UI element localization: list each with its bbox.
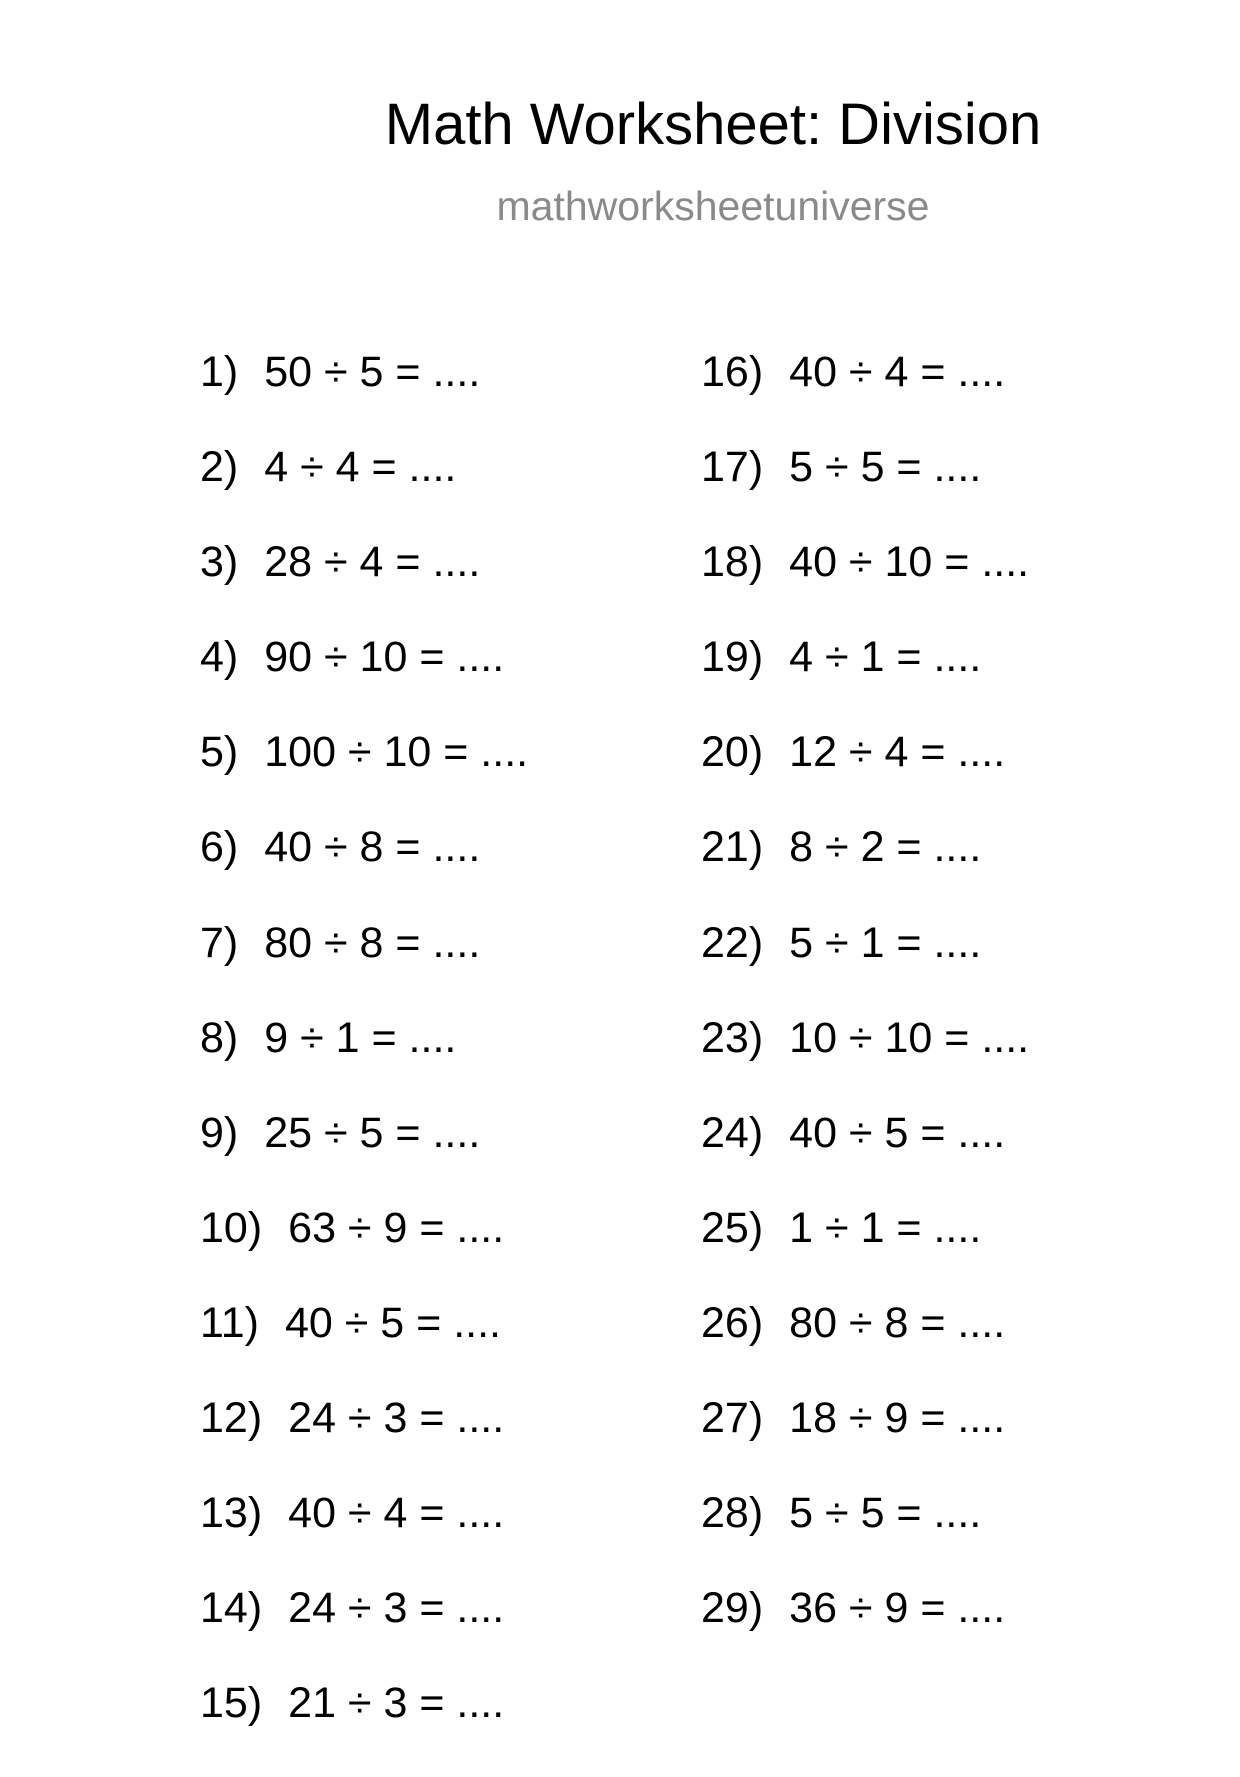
problem-number: 4) — [200, 633, 239, 682]
problem-expression: 9 ÷ 1 = .... — [264, 1013, 457, 1062]
problem-item — [200, 1394, 528, 1492]
problem-expression: 40 ÷ 4 = .... — [789, 348, 1006, 396]
problem-number: 2) — [200, 443, 239, 492]
problem-number: 1) — [200, 348, 239, 396]
problem-number: 12) — [200, 1394, 263, 1443]
problem-item — [200, 443, 528, 541]
problem-expression: 24 ÷ 3 = .... — [288, 1394, 505, 1443]
problem-expression: 80 ÷ 8 = .... — [789, 1298, 1006, 1347]
problem-expression: 90 ÷ 10 = .... — [264, 633, 505, 682]
problem-number: 28) — [701, 1489, 764, 1538]
problem-expression: 1 ÷ 1 = .... — [789, 1203, 982, 1252]
problem-expression: 5 ÷ 5 = .... — [789, 1489, 982, 1538]
problem-expression: 5 ÷ 5 = .... — [789, 443, 982, 492]
problem-item — [701, 1489, 1029, 1587]
problem-item — [200, 348, 528, 446]
problem-expression: 40 ÷ 8 = .... — [264, 823, 481, 872]
problem-item — [701, 348, 1029, 446]
problem-expression: 4 ÷ 4 = .... — [264, 443, 457, 492]
problem-item — [200, 1298, 528, 1397]
problem-item — [200, 633, 528, 731]
problem-number: 14) — [200, 1584, 263, 1633]
problem-expression: 63 ÷ 9 = .... — [288, 1203, 505, 1252]
problem-number: 10) — [200, 1203, 263, 1252]
problem-item — [200, 1679, 528, 1777]
site-name: mathworksheetuniverse — [496, 183, 930, 229]
problem-number: 19) — [701, 633, 764, 682]
problem-expression: 25 ÷ 5 = .... — [264, 1108, 481, 1157]
problem-expression: 40 ÷ 5 = .... — [284, 1298, 501, 1347]
problem-item — [701, 1584, 1029, 1682]
problem-expression: 18 ÷ 9 = .... — [789, 1394, 1006, 1443]
problem-item — [200, 728, 529, 826]
problem-item — [200, 1203, 528, 1302]
problem-item — [701, 538, 1030, 636]
problem-column-left — [200, 348, 529, 1777]
problem-item — [701, 918, 1029, 1017]
problem-number: 22) — [701, 918, 764, 967]
problem-item — [701, 443, 1029, 541]
problem-expression: 36 ÷ 9 = .... — [789, 1584, 1006, 1633]
problem-number: 29) — [701, 1584, 764, 1633]
problem-number: 7) — [200, 918, 239, 967]
problem-item — [701, 1298, 1029, 1397]
problem-expression: 10 ÷ 10 = .... — [789, 1013, 1030, 1062]
problem-number: 27) — [701, 1394, 764, 1443]
problem-item — [200, 1013, 528, 1112]
problem-number: 23) — [701, 1013, 764, 1062]
problem-item — [701, 1203, 1029, 1302]
problem-item — [701, 633, 1029, 731]
problem-expression: 5 ÷ 1 = .... — [789, 918, 982, 967]
problem-number: 17) — [701, 443, 764, 492]
problem-expression: 100 ÷ 10 = .... — [264, 728, 529, 777]
problem-expression: 12 ÷ 4 = .... — [789, 728, 1006, 777]
problem-expression: 8 ÷ 2 = .... — [789, 823, 982, 872]
problem-number: 16) — [701, 348, 764, 396]
problem-number: 26) — [701, 1298, 764, 1347]
problem-expression: 50 ÷ 5 = .... — [264, 348, 481, 396]
problem-expression: 40 ÷ 4 = .... — [288, 1489, 505, 1538]
problem-number: 5) — [200, 728, 239, 777]
problem-expression: 21 ÷ 3 = .... — [288, 1679, 505, 1728]
problem-item — [701, 728, 1029, 826]
problem-number: 15) — [200, 1679, 263, 1728]
problem-item — [200, 1108, 528, 1207]
problem-item — [701, 1394, 1029, 1492]
problem-item — [200, 823, 528, 921]
problem-item — [701, 823, 1029, 921]
problem-number: 11) — [200, 1298, 259, 1347]
problem-expression: 4 ÷ 1 = .... — [789, 633, 982, 682]
problem-item — [200, 1489, 528, 1587]
problem-number: 25) — [701, 1203, 764, 1252]
problem-number: 21) — [701, 823, 764, 872]
problem-item — [200, 538, 528, 636]
problem-item — [701, 1108, 1029, 1207]
problem-column-right — [701, 348, 1030, 1682]
problem-number: 3) — [200, 538, 239, 587]
problem-expression: 40 ÷ 10 = .... — [789, 538, 1030, 587]
problem-number: 24) — [701, 1108, 764, 1157]
problem-expression: 28 ÷ 4 = .... — [264, 538, 481, 587]
problem-number: 20) — [701, 728, 764, 777]
problem-expression: 24 ÷ 3 = .... — [288, 1584, 505, 1633]
problem-number: 6) — [200, 823, 239, 872]
problem-expression: 40 ÷ 5 = .... — [789, 1108, 1006, 1157]
problem-number: 9) — [200, 1108, 239, 1157]
problem-item — [200, 1584, 528, 1682]
problem-expression: 80 ÷ 8 = .... — [264, 918, 481, 967]
problem-item — [701, 1013, 1030, 1112]
problem-number: 13) — [200, 1489, 263, 1538]
problem-number: 18) — [701, 538, 764, 587]
problem-number: 8) — [200, 1013, 239, 1062]
problem-item — [200, 918, 528, 1017]
page-title: Math Worksheet: Division — [384, 92, 1042, 157]
